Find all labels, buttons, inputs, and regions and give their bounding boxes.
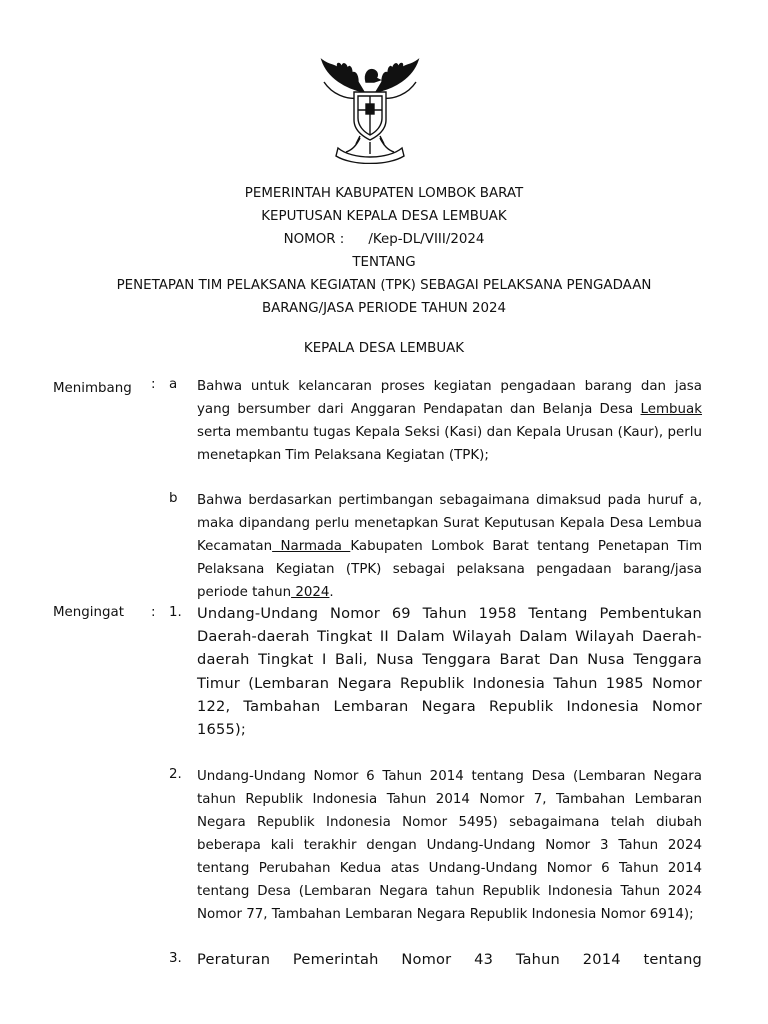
decree-title: KEPUTUSAN KEPALA DESA LEMBUAK xyxy=(261,209,507,224)
menimbang-item-b-text: Bahwa berdasarkan pertimbangan sebagaimana dimaksud pada huruf a, maka dipandang perlu menetapkan Surat Keputusan Kepala Desa Lembua Kecamatan Narmada Kabupaten Lombok Barat tentang Penetapan Tim Pelaksana Kegiatan (TPK) sebagai pelaksana pengadaan barang/jasa periode tahun 2024. xyxy=(197,493,702,600)
garuda-pancasila-emblem xyxy=(316,52,424,164)
decree-number-label: NOMOR : xyxy=(283,232,345,247)
issuing-official: KEPALA DESA LEMBUAK xyxy=(303,341,465,356)
menimbang-label: Menimbang xyxy=(53,381,132,396)
menimbang-item-a-text: Bahwa untuk kelancaran proses kegiatan pengadaan barang dan jasa yang bersumber dari Anggaran Pendapatan dan Belanja Desa Lembuak serta membantu tugas Kepala Seksi (Kasi) dan Kepala Urusan (Kaur), perlu menetapkan Tim Pelaksana Kegiatan (TPK); xyxy=(197,379,702,463)
menimbang-item-a-marker: a xyxy=(169,377,178,392)
menimbang-item-b-marker: b xyxy=(169,491,178,506)
mengingat-item-1-marker: 1. xyxy=(169,605,182,620)
decree-subject-line-1: PENETAPAN TIM PELAKSANA KEGIATAN (TPK) SEBAGAI PELAKSANA PENGADAAN xyxy=(116,278,652,293)
mengingat-item-3-text: Peraturan Pemerintah Nomor 43 Tahun 2014 tentang xyxy=(197,951,702,968)
district-name-link: Narmada xyxy=(272,539,351,554)
year-link: 2024 xyxy=(291,585,330,600)
mengingat-item-3-marker: 3. xyxy=(169,951,182,966)
tentang-heading: TENTANG xyxy=(352,255,416,270)
village-name-link: Lembuak xyxy=(640,402,702,417)
mengingat-item-2-text: Undang-Undang Nomor 6 Tahun 2014 tentang Desa (Lembaran Negara tahun Republik Indonesia Tahun 2014 Nomor 7, Tambahan Lembaran Negara Republik Indonesia Nomor 5495) sebagaimana telah diubah beberapa kali terakhir dengan Undang-Undang Nomor 3 Tahun 2024 tentang Perubahan Kedua atas Undang-Undang Nomor 6 Tahun 2014 tentang Desa (Lembaran Negara tahun Republik Indonesia Tahun 2024 Nomor 77, Tambahan Lembaran Negara Republik Indonesia Nomor 6914); xyxy=(197,769,702,922)
government-heading: PEMERINTAH KABUPATEN LOMBOK BARAT xyxy=(244,186,524,201)
menimbang-colon: : xyxy=(151,377,156,392)
mengingat-label: Mengingat xyxy=(53,605,124,620)
decree-number-value: /Kep-DL/VIII/2024 xyxy=(368,232,485,247)
mengingat-colon: : xyxy=(151,605,156,620)
decree-subject-line-2: BARANG/JASA PERIODE TAHUN 2024 xyxy=(261,301,507,316)
mengingat-item-1-text: Undang-Undang Nomor 69 Tahun 1958 Tentang Pembentukan Daerah-daerah Tingkat II Dalam Wilayah Dalam Wilayah Daerah-daerah Tingkat I Bali, Nusa Tenggara Barat Dan Nusa Tenggara Timur (Lembaran Negara Republik Indonesia Tahun 1985 Nomor 122, Tambahan Lembaran Negara Republik Indonesia Nomor 1655); xyxy=(197,605,702,739)
mengingat-item-2-marker: 2. xyxy=(169,767,182,782)
decree-number xyxy=(0,232,768,247)
